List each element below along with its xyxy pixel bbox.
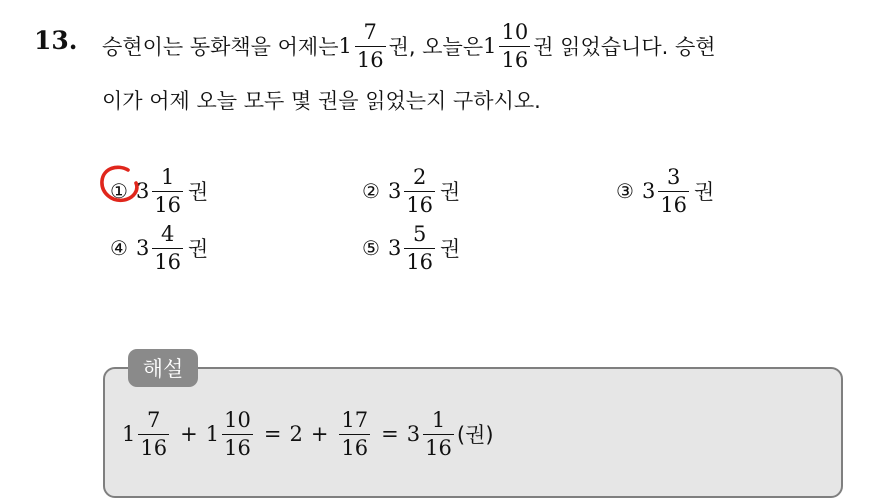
answer-circle-mark xyxy=(98,164,142,204)
fraction xyxy=(658,164,689,217)
fraction xyxy=(152,164,183,217)
whole-part: 3 xyxy=(641,179,656,203)
question-number: 13. xyxy=(34,26,78,55)
mixed-number-today xyxy=(483,19,533,72)
plus-sign: + xyxy=(180,422,198,446)
denominator: 16 xyxy=(140,435,168,460)
denominator: 16 xyxy=(224,435,251,460)
numerator: 10 xyxy=(224,407,251,432)
choice-value xyxy=(135,221,186,274)
choice-unit: 권 xyxy=(440,237,461,261)
denominator: 16 xyxy=(154,249,182,274)
numerator: 3 xyxy=(666,164,681,189)
term-b xyxy=(205,407,256,460)
plus-sign: + xyxy=(310,422,329,446)
question-line-1 xyxy=(102,14,716,78)
choice-unit: 권 xyxy=(694,180,715,204)
whole-part: 3 xyxy=(406,422,421,446)
choice-4[interactable] xyxy=(110,219,208,277)
whole-part: 3 xyxy=(387,179,402,203)
numerator: 5 xyxy=(412,221,427,246)
choice-marker: ① xyxy=(110,179,128,203)
choice-unit: 권 xyxy=(188,180,209,204)
choice-marker: ③ xyxy=(616,179,634,203)
denominator: 16 xyxy=(660,192,688,217)
mixed-number-yesterday xyxy=(338,19,389,72)
numerator: 10 xyxy=(501,19,529,44)
denominator: 16 xyxy=(425,435,452,460)
fraction-c xyxy=(339,407,370,460)
choice-unit: 권 xyxy=(188,237,209,261)
choice-marker: ② xyxy=(362,179,380,203)
denominator: 16 xyxy=(501,47,529,72)
numerator: 4 xyxy=(160,221,175,246)
choice-marker: ④ xyxy=(110,236,128,260)
fraction xyxy=(222,407,253,460)
denominator: 16 xyxy=(406,192,434,217)
result xyxy=(406,407,457,460)
choice-value xyxy=(387,164,438,217)
fraction xyxy=(404,221,435,274)
whole-part: 1 xyxy=(205,422,220,446)
whole-part: 1 xyxy=(122,422,136,446)
whole-part: 3 xyxy=(135,179,150,203)
question-line-2: 이가 어제 오늘 모두 몇 권을 읽었는지 구하시오. xyxy=(102,89,541,113)
integer-term: 2 xyxy=(289,422,303,446)
whole-part: 3 xyxy=(135,236,150,260)
fraction xyxy=(404,164,435,217)
solution-label: 해설 xyxy=(128,349,198,387)
question-text-2: 권, 오늘은 xyxy=(388,35,484,59)
numerator: 2 xyxy=(412,164,427,189)
term-a xyxy=(122,407,172,460)
question-text-1: 승현이는 동화책을 어제는 xyxy=(102,35,339,59)
choice-2[interactable] xyxy=(362,162,460,220)
question-text-3: 권 읽었습니다. 승현 xyxy=(533,35,716,59)
choice-5[interactable] xyxy=(362,219,460,277)
choice-marker: ⑤ xyxy=(362,236,380,260)
fraction xyxy=(423,407,454,460)
choice-value xyxy=(135,164,186,217)
choice-value xyxy=(641,164,692,217)
solution-equation xyxy=(122,404,494,464)
denominator: 16 xyxy=(356,47,384,72)
denominator: 16 xyxy=(154,192,182,217)
whole-part: 3 xyxy=(387,236,402,260)
choice-3[interactable] xyxy=(616,162,714,220)
numerator: 7 xyxy=(363,19,377,44)
denominator: 16 xyxy=(341,435,369,460)
whole-part: 1 xyxy=(338,34,352,58)
denominator: 16 xyxy=(406,249,434,274)
choice-unit: 권 xyxy=(440,180,461,204)
equals-sign: = xyxy=(381,422,399,446)
choice-value xyxy=(387,221,438,274)
fraction xyxy=(152,221,183,274)
numerator: 1 xyxy=(431,407,446,432)
whole-part: 1 xyxy=(483,34,497,58)
numerator: 1 xyxy=(160,164,175,189)
equals-sign: = xyxy=(263,422,282,446)
fraction xyxy=(499,19,530,72)
fraction xyxy=(355,19,386,72)
fraction xyxy=(138,407,169,460)
numerator: 7 xyxy=(147,407,161,432)
result-unit: (권) xyxy=(456,423,494,447)
numerator: 17 xyxy=(341,407,369,432)
